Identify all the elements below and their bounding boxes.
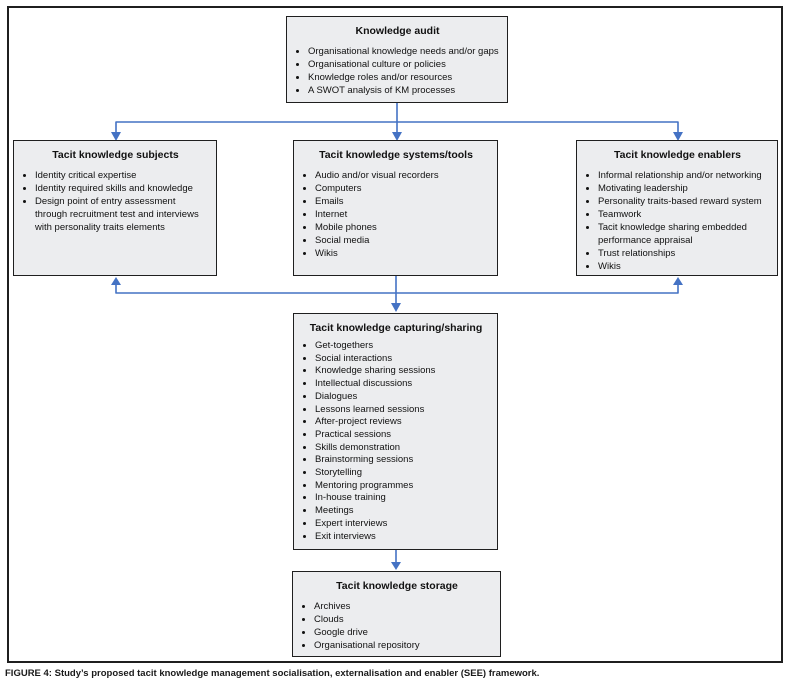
bullet-item: • Get-togethers <box>315 340 491 353</box>
bullet-item: • Storytelling <box>315 467 491 480</box>
box-tacit-knowledge-enablers <box>576 140 778 276</box>
bullet-item: • Exit interviews <box>315 531 491 544</box>
box-tacit-knowledge-enablers-list <box>584 169 771 273</box>
bullet-item: • Knowledge roles and/or resources <box>308 71 501 84</box>
bullet-item: • Social interactions <box>315 353 491 366</box>
box-tacit-knowledge-enablers-title: Tacit knowledge enablers <box>613 149 741 161</box>
bullet-item: • Organisational knowledge needs and/or gaps <box>308 45 501 58</box>
bullet-item: • Informal relationship and/or networking <box>598 169 771 182</box>
bullet-item: • Trust relationships <box>598 247 771 260</box>
box-tacit-knowledge-capturing-sharing-list <box>301 340 491 543</box>
box-tacit-knowledge-capturing-sharing <box>293 313 498 550</box>
bullet-item: • Motivating leadership <box>598 182 771 195</box>
bullet-item: • Computers <box>315 182 491 195</box>
bullet-item: • Organisational repository <box>314 639 494 652</box>
bullet-item: • Knowledge sharing sessions <box>315 365 491 378</box>
bullet-item: • Archives <box>314 600 494 613</box>
bullet-item: • Identity critical expertise <box>35 169 210 182</box>
bullet-item: • Meetings <box>315 505 491 518</box>
box-tacit-knowledge-capturing-sharing-title: Tacit knowledge capturing/sharing <box>309 322 483 334</box>
bullet-item: • After-project reviews <box>315 416 491 429</box>
bullet-item: • Emails <box>315 195 491 208</box>
bullet-item: • Lessons learned sessions <box>315 404 491 417</box>
bullet-item: • A SWOT analysis of KM processes <box>308 84 501 97</box>
box-tacit-knowledge-storage-list <box>300 600 494 652</box>
bullet-item: • Dialogues <box>315 391 491 404</box>
box-tacit-knowledge-subjects-title: Tacit knowledge subjects <box>52 149 179 161</box>
bullet-item: • Brainstorming sessions <box>315 454 491 467</box>
bullet-item: • Identity required skills and knowledge <box>35 182 210 195</box>
box-tacit-knowledge-systems-tools-list <box>301 169 491 260</box>
figure-caption <box>5 668 791 679</box>
bullet-item: • Design point of entry assessment through recruitment test and interviews with personality traits elements <box>35 195 210 234</box>
bullet-item: • Mobile phones <box>315 221 491 234</box>
box-knowledge-audit-list <box>294 45 501 97</box>
bullet-item: • Wikis <box>598 260 771 273</box>
bullet-item: • Internet <box>315 208 491 221</box>
box-tacit-knowledge-systems-tools-title: Tacit knowledge systems/tools <box>319 149 473 161</box>
box-tacit-knowledge-systems-tools <box>293 140 498 276</box>
box-knowledge-audit-title: Knowledge audit <box>355 25 440 37</box>
box-knowledge-audit <box>286 16 508 103</box>
bullet-item: • Google drive <box>314 626 494 639</box>
box-tacit-knowledge-subjects-list <box>21 169 210 234</box>
box-tacit-knowledge-storage-title: Tacit knowledge storage <box>336 580 458 592</box>
bullet-item: • Clouds <box>314 613 494 626</box>
figure-caption-text: Study’s proposed tacit knowledge management socialisation, externalisation and enabler (SEE) framework. <box>51 668 540 679</box>
bullet-item: • Organisational culture or policies <box>308 58 501 71</box>
bullet-item: • Wikis <box>315 247 491 260</box>
bullet-item: • Expert interviews <box>315 518 491 531</box>
bullet-item: • Practical sessions <box>315 429 491 442</box>
box-tacit-knowledge-storage <box>292 571 501 657</box>
box-tacit-knowledge-subjects <box>13 140 217 276</box>
bullet-item: • In-house training <box>315 492 491 505</box>
bullet-item: • Skills demonstration <box>315 442 491 455</box>
bullet-item: • Mentoring programmes <box>315 480 491 493</box>
bullet-item: • Teamwork <box>598 208 771 221</box>
bullet-item: • Social media <box>315 234 491 247</box>
bullet-item: • Intellectual discussions <box>315 378 491 391</box>
bullet-item: • Tacit knowledge sharing embedded performance appraisal <box>598 221 771 247</box>
bullet-item: • Personality traits-based reward system <box>598 195 771 208</box>
figure-caption-label: FIGURE 4: <box>5 668 52 679</box>
bullet-item: • Audio and/or visual recorders <box>315 169 491 182</box>
